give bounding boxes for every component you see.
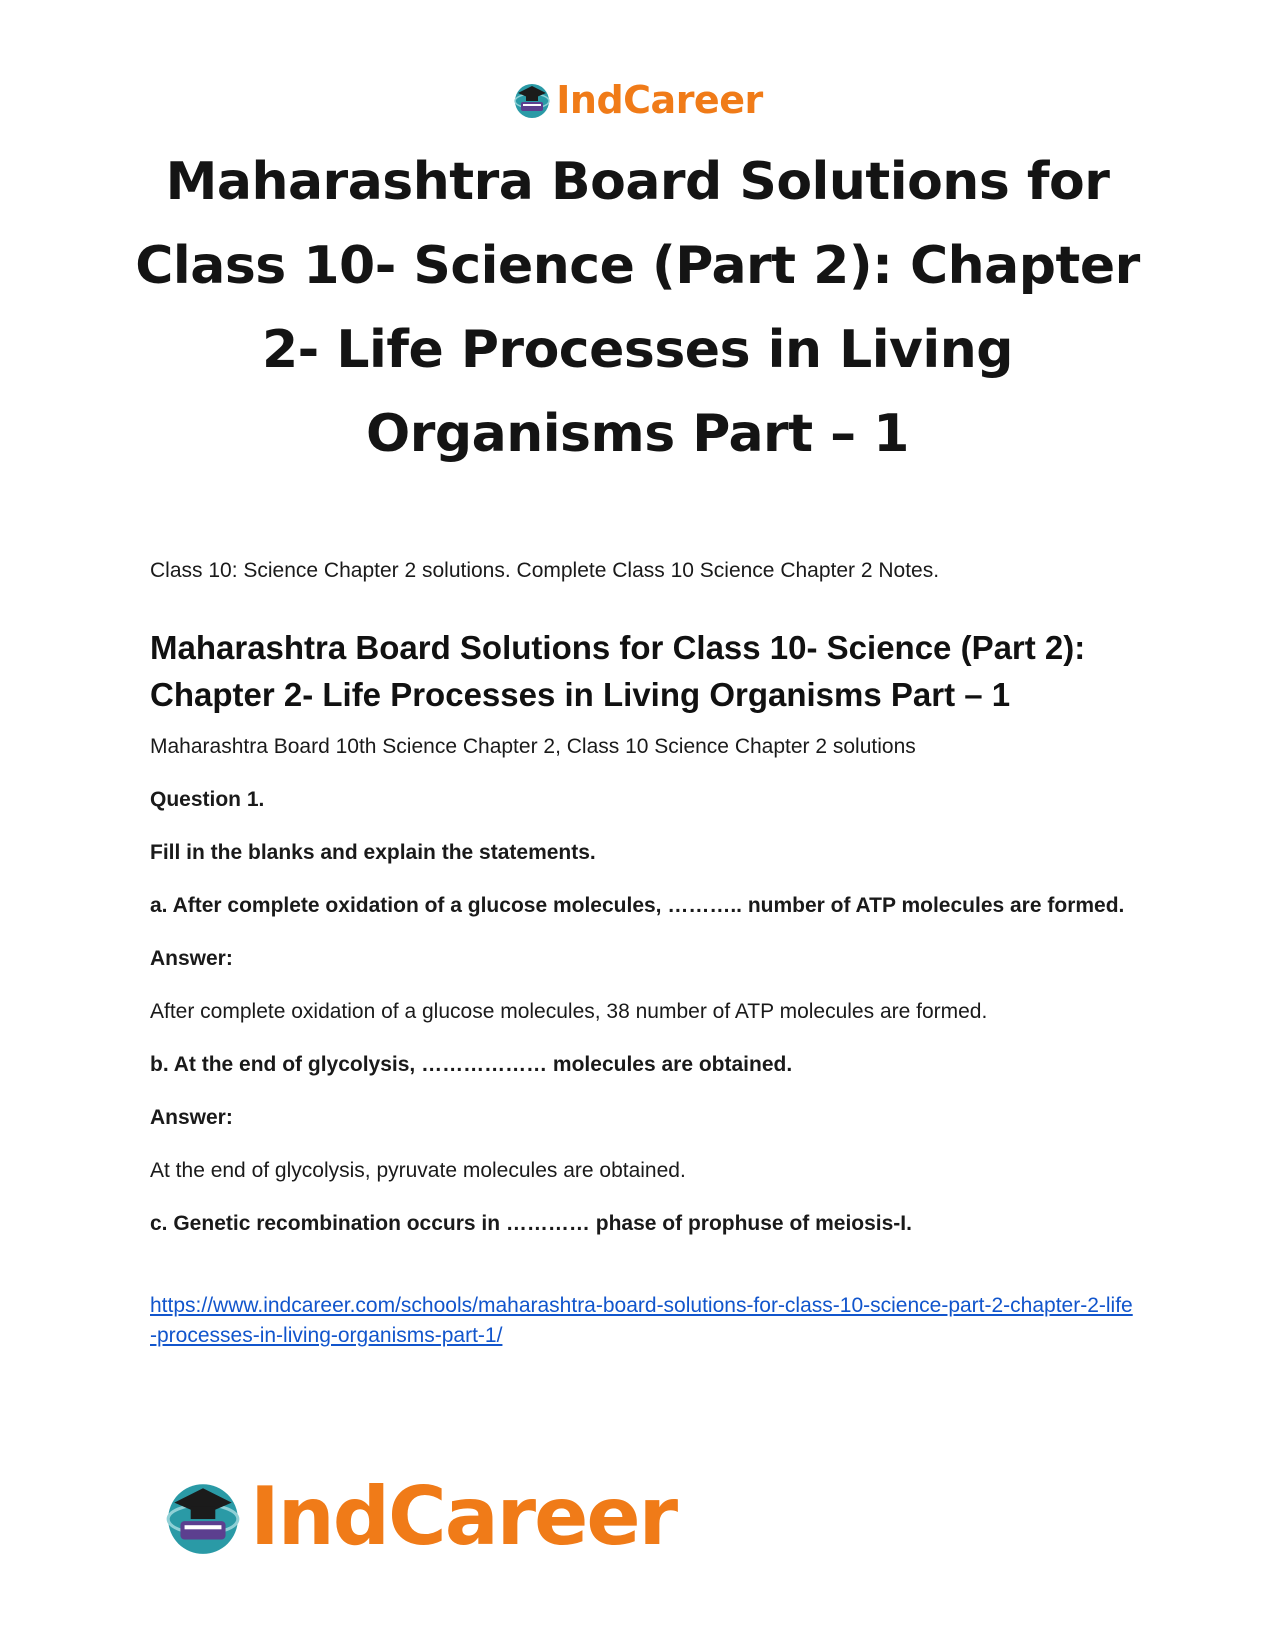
header-logo (0, 78, 1275, 122)
section-heading: Maharashtra Board Solutions for Class 10- Science (Part 2): Chapter 2- Life Processes in Living Organisms Part – 1 (150, 629, 1086, 713)
intro-text: Class 10: Science Chapter 2 solutions. Complete Class 10 Science Chapter 2 Notes. (150, 559, 940, 582)
page-title: Maharashtra Board Solutions for Class 10- Science (Part 2): Chapter 2- Life Processes in Living Organisms Part – 1 (135, 152, 1140, 464)
instruction-text: Fill in the blanks and explain the statements. (150, 841, 596, 864)
answer-label-b: Answer: (150, 1106, 233, 1129)
question-c: c. Genetic recombination occurs in ………… phase of prophuse of meiosis-I. (150, 1212, 912, 1235)
logo-wordmark: IndCareer (250, 1470, 677, 1563)
answer-b: At the end of glycolysis, pyruvate molecules are obtained. (150, 1159, 686, 1182)
answer-label-a: Answer: (150, 947, 233, 970)
question-label: Question 1. (150, 788, 265, 811)
globe-cap-icon (162, 1476, 244, 1558)
subtitle-text: Maharashtra Board 10th Science Chapter 2, Class 10 Science Chapter 2 solutions (150, 735, 916, 758)
source-link[interactable]: https://www.indcareer.com/schools/maharashtra-board-solutions-for-class-10-science-part-2-chapter-2-life-processes-in-living-organisms-part-1/ (150, 1294, 1133, 1347)
question-a: a. After complete oxidation of a glucose molecules, ……….. number of ATP molecules are formed. (150, 894, 1125, 917)
footer-logo (162, 1470, 676, 1563)
document-body (150, 556, 1135, 1351)
answer-a: After complete oxidation of a glucose molecules, 38 number of ATP molecules are formed. (150, 1000, 988, 1023)
question-b: b. At the end of glycolysis, ……………… molecules are obtained. (150, 1053, 793, 1076)
globe-cap-icon (512, 80, 552, 120)
logo-wordmark: IndCareer (556, 78, 763, 122)
